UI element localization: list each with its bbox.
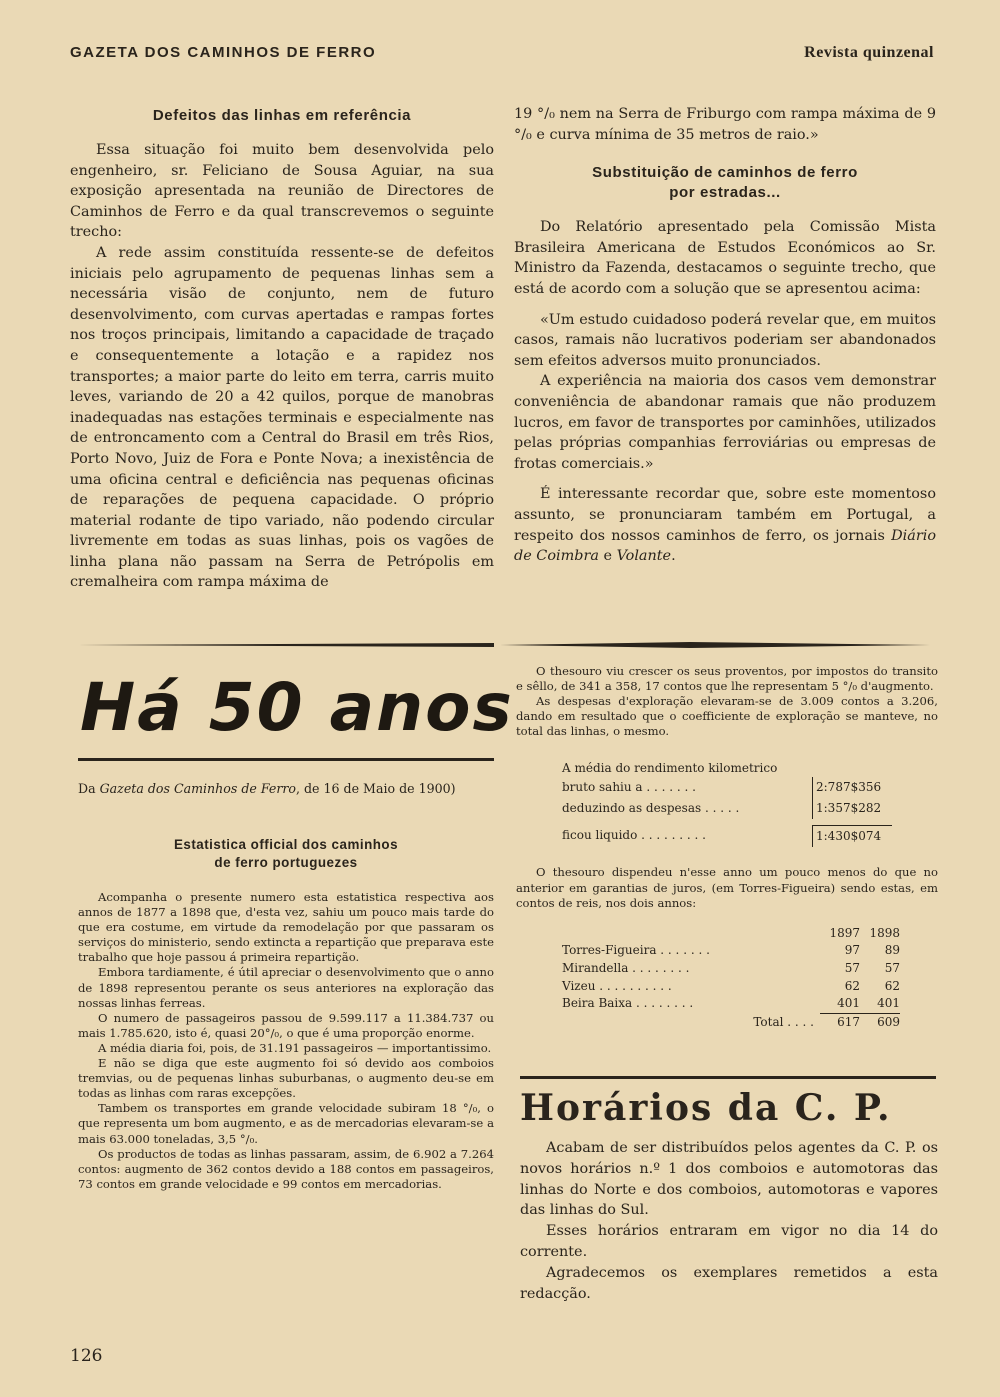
estatistica-subtitle-line-2: de ferro portuguezes xyxy=(214,855,358,870)
rendimento-row-value: 2:787$356 xyxy=(812,777,892,798)
garantias-line: Torres-Figueira . . . . . . . xyxy=(562,943,710,958)
garantias-line: Vizeu . . . . . . . . . . xyxy=(562,978,672,993)
journal-name-volante: Volante xyxy=(616,548,672,565)
section-divider xyxy=(0,636,1000,656)
total-1898: 609 xyxy=(877,1014,900,1029)
horarios-title: Horários da C. P. xyxy=(520,1087,892,1129)
garantias-line: Mirandella . . . . . . . . xyxy=(562,960,690,975)
estatistica-paragraph: O numero de passageiros passou de 9.599.117 a 11.384.737 ou mais 1.785.620, isto é, quasi 20°/₀, o que é uma proporção enorme. xyxy=(78,1010,494,1040)
rendimento-row xyxy=(562,825,892,847)
horarios-paragraph-2: Esses horários entraram em vigor no dia 14 do corrente. xyxy=(520,1223,938,1260)
paragraph-4-end: . xyxy=(671,548,676,565)
garantias-row xyxy=(562,978,900,996)
thesouro-paragraph-1: O thesouro viu crescer os seus proventos, por impostos do transito e sêllo, de 341 a 358, 17 contos que lhe representam 5 °/₀ d'augmento. xyxy=(516,664,938,694)
estatistica-paragraph: Os productos de todas as linhas passaram, assim, de 6.902 a 7.264 contos: augmento de 362 contos devido a 188 contos em passageiros, 73 contos em grande velocidade e 99 contos em mercadorias. xyxy=(78,1146,494,1191)
paragraph-4-and: e xyxy=(598,548,617,565)
ha-50-anos-source xyxy=(78,780,494,798)
garantias-row xyxy=(562,995,900,1014)
value-1898: 62 xyxy=(884,978,900,993)
value-1897: 62 xyxy=(844,978,860,993)
article-substituicao-title-line-2: por estradas... xyxy=(669,184,781,202)
article-substituicao-quote-1: «Um estudo cuidadoso poderá revelar que, em muitos casos, ramais não lucrativos poderiam ser abandonados sem efeitos adversos muito pronunciados. xyxy=(514,311,936,369)
running-header-subtitle: Revista quinzenal xyxy=(804,44,934,61)
estatistica-subtitle-line-1: Estatistica official dos caminhos xyxy=(173,837,399,852)
page-number: 126 xyxy=(70,1346,103,1366)
estatistica-paragraph: Tambem os transportes em grande velocidade subiram 18 °/₀, o que representa um bom augmento, e as de mercadorias elevaram-se a mais 63.000 toneladas, 3,5 °/₀. xyxy=(78,1101,494,1146)
horarios-rule xyxy=(520,1076,936,1079)
value-1898: 401 xyxy=(860,995,900,1014)
year-1898: 1898 xyxy=(869,925,900,940)
rendimento-row-value: 1:430$074 xyxy=(812,825,892,847)
article-substituicao-paragraph-1: Do Relatório apresentado pela Comissão Mista Brasileira Americana de Estudos Económicos ao Sr. Ministro da Fazenda, destacamos o seguinte trecho, que está de acordo com a solução que se apresentou acima: xyxy=(514,219,936,297)
rendimento-row-value: 1:357$282 xyxy=(812,798,892,819)
ha-50-anos-right-column xyxy=(516,664,938,1031)
article-substituicao-quote-2: A experiência na maioria dos casos vem demonstrar conveniência de abandonar ramais que não produzem lucros, em favor de transportes por caminhões, utilizados pelas próprias companhias ferroviárias ou empresas de frotas comerciais.» xyxy=(514,373,936,472)
rendimento-row-label: deduzindo as despesas . . . . . xyxy=(562,801,740,816)
estatistica-paragraph: E não se diga que este augmento foi só devido aos comboios tremvias, ou de pequenas linhas suburbanas, o augmento deu-se em todas as linhas com raras excepções. xyxy=(78,1056,494,1101)
article-substituicao-title xyxy=(514,163,936,203)
estatistica-paragraph: Embora tardiamente, é útil apreciar o desenvolvimento que o anno de 1898 representou perante os seus anteriores na exploração das nossas linhas ferreas. xyxy=(78,965,494,1010)
estatistica-subtitle xyxy=(78,836,494,872)
garantias-total-label: Total . . . . xyxy=(753,1014,814,1029)
garantias-line: Beira Baixa . . . . . . . . xyxy=(562,996,694,1011)
rendimento-heading: A média do rendimento kilometrico xyxy=(562,761,778,776)
horarios-paragraph-3: Agradecemos os exemplares remetidos a esta redacção. xyxy=(520,1264,938,1302)
article-defeitos-column xyxy=(70,106,494,593)
article-defeitos-paragraph-2: A rede assim constituída ressente-se de defeitos iniciais pelo agrupamento de pequenas linhas sem a necessária visão de conjunto, nem de futuro desenvolvimento, com curvas apertadas e rampas fortes nos troços principais, limitando a capacidade de traçado e consequentemente a lotação e a rapidez nos transportes; a maior parte do leito em terra, carris muito leves, variando de 20 a 42 quilos, porque de manobras inadequadas nas estações terminais e especialmente nas de entroncamento com a Central do Brasil em três Rios, Porto Novo, Juiz de Fora e Ponte Nova; a inexistência de uma oficina central e deficiência nas pequenas oficinas de reparações de pequena capacidade. O próprio material rodante de tipo variado, não podendo circular livremente em todas as suas linhas, pois os vagões de linha plana não passam na Serra de Petrópolis em cremalheira com rampa máxima de xyxy=(70,244,494,591)
source-publication: Gazeta dos Caminhos de Ferro xyxy=(99,781,296,796)
source-date: , de 16 de Maio de 1900) xyxy=(295,781,456,796)
article-defeitos-paragraph-2-continued: 19 °/₀ nem na Serra de Friburgo com rampa máxima de 9 °/₀ e curva mínima de 35 metros de raio.» xyxy=(514,106,936,143)
ha-50-anos-left-column xyxy=(78,836,494,1192)
estatistica-paragraph: Acompanha o presente numero esta estatistica respectiva aos annos de 1877 a 1898 que, d'esta vez, sahiu um pouco mais tarde do que era costume, em virtude da remodelação por que passaram os serviços do ministerio, sendo extincta a repartição que preparava este trabalho que hoje passou á primeira repartição. xyxy=(78,890,494,965)
ha-50-anos-title-text: Há 50 anos xyxy=(80,669,514,746)
garantias-row xyxy=(562,960,900,978)
rendimento-row xyxy=(562,798,892,819)
garantias-header-row xyxy=(562,925,900,943)
article-substituicao-column xyxy=(514,104,936,567)
estatistica-paragraph: A média diaria foi, pois, de 31.191 passageiros — importantissimo. xyxy=(98,1040,492,1055)
running-header-title: GAZETA DOS CAMINHOS DE FERRO xyxy=(70,44,377,61)
garantias-row xyxy=(562,942,900,960)
article-defeitos-title: Defeitos das linhas em referência xyxy=(152,107,412,124)
article-substituicao-paragraph-4 xyxy=(514,484,936,566)
horarios-body xyxy=(520,1138,938,1304)
horarios-paragraph-1: Acabam de ser distribuídos pelos agentes da C. P. os novos horários n.º 1 dos comboios e automotoras das linhas do Norte e dos comboios, automotoras e vapores das linhas do Sul. xyxy=(520,1140,938,1219)
year-1897: 1897 xyxy=(829,925,860,940)
value-1897: 401 xyxy=(820,995,860,1014)
ha-50-anos-rule xyxy=(78,758,494,761)
rendimento-row xyxy=(562,777,892,798)
garantias-table xyxy=(562,925,900,1032)
journal-name-diario-de-coimbra: Diário de Coimbra xyxy=(514,527,936,565)
article-substituicao-title-line-1: Substituição de caminhos de ferro xyxy=(592,164,858,182)
article-defeitos-paragraph-1: Essa situação foi muito bem desenvolvida pelo engenheiro, sr. Feliciano de Sousa Aguiar, na sua exposição apresentada na reunião de Directores de Caminhos de Ferro e da qual transcrevemos o seguinte trecho: xyxy=(70,142,494,241)
rendimento-row-label: ficou liquido . . . . . . . . . xyxy=(562,828,706,843)
value-1897: 57 xyxy=(844,960,860,975)
rendimento-row-label: bruto sahiu a . . . . . . . xyxy=(562,780,696,795)
value-1898: 89 xyxy=(884,943,900,958)
rendimento-table xyxy=(562,759,892,847)
value-1898: 57 xyxy=(884,960,900,975)
despesas-paragraph: As despesas d'exploração elevaram-se de 3.009 contos a 3.206, dando em resultado que o coefficiente de exploração se manteve, no total das linhas, o mesmo. xyxy=(516,694,938,739)
total-1897: 617 xyxy=(837,1014,860,1029)
value-1897: 97 xyxy=(844,943,860,958)
paragraph-4-text-a: É interessante recordar que, sobre este momentoso assunto, se pronunciaram também em Portugal, a respeito dos nossos caminhos de ferro, os jornais xyxy=(514,486,936,544)
garantias-total-row xyxy=(562,1014,900,1032)
ha-50-anos-title xyxy=(80,668,514,754)
garantias-paragraph: O thesouro dispendeu n'esse anno um pouco menos do que no anterior em garantias de juros, (em Torres-Figueira) sendo estas, em contos de reis, nos dois annos: xyxy=(516,865,938,910)
source-prefix: Da xyxy=(78,781,100,796)
